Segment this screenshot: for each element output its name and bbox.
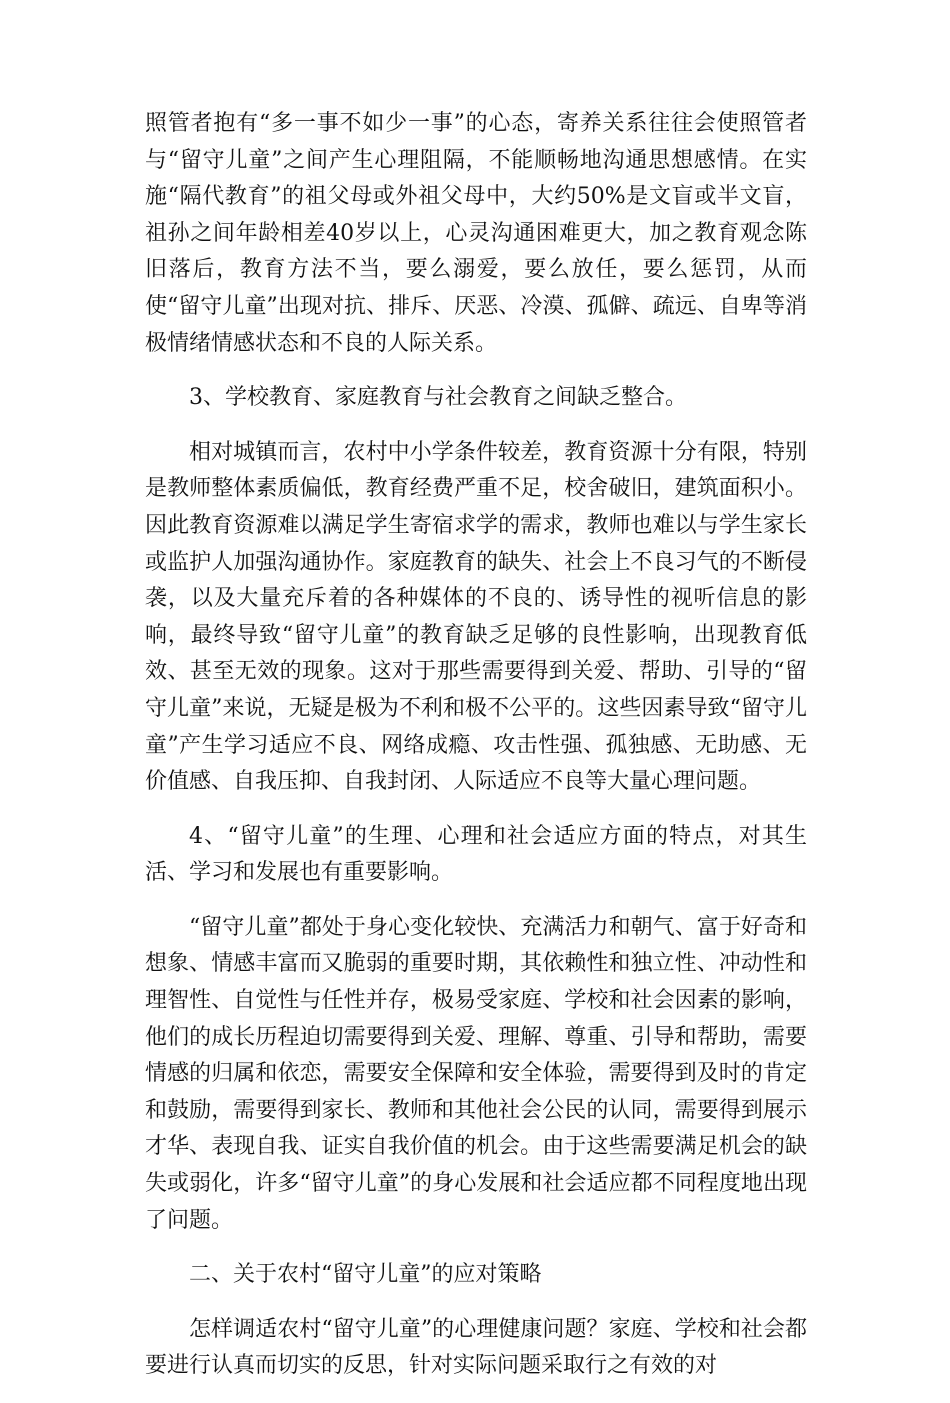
section-heading-strategies: 二、关于农村“留守儿童”的应对策略 [189,1262,542,1288]
section-heading-3: 3、学校教育、家庭教育与社会教育之间缺乏整合。 [189,385,687,411]
document-body [145,106,807,1403]
paragraph-continuation: 照管者抱有“多一事不如少一事”的心态，寄养关系往往会使照管者与“留守儿童”之间产生心理阻隔，不能顺畅地沟通思想感情。在实施“隔代教育”的祖父母或外祖父母中，大约50%是文盲或半文盲，祖孙之间年龄相差40岁以上，心灵沟通困难更大，加之教育观念陈旧落后，教育方法不当，要么溺爱，要么放任，要么惩罚，从而使“留守儿童”出现对抗、排斥、厌恶、冷漠、孤僻、疏远、自卑等消极情绪情感状态和不良的人际关系。 [145,111,807,356]
section-heading-4: 4、“留守儿童”的生理、心理和社会适应方面的特点，对其生活、学习和发展也有重要影响。 [145,823,807,886]
paragraph-child-characteristics: “留守儿童”都处于身心变化较快、充满活力和朝气、富于好奇和想象、情感丰富而又脆弱的重要时期，其依赖性和独立性、冲动性和理智性、自觉性与任性并存，极易受家庭、学校和社会因素的影响，他们的成长历程迫切需要得到关爱、理解、尊重、引导和帮助，需要情感的归属和依恋，需要安全保障和安全体验，需要得到及时的肯定和鼓励，需要得到家长、教师和其他社会公民的认同，需要得到展示才华、表现自我、证实自我价值的机会。由于这些需要满足机会的缺失或弱化，许多“留守儿童”的身心发展和社会适应都不同程度地出现了问题。 [145,914,807,1233]
paragraph-strategies-intro: 怎样调适农村“留守儿童”的心理健康问题？家庭、学校和社会都要进行认真而切实的反思，针对实际问题采取行之有效的对 [145,1316,807,1379]
paragraph-school-education: 相对城镇而言，农村中小学条件较差，教育资源十分有限，特别是教师整体素质偏低，教育经费严重不足，校舍破旧，建筑面积小。因此教育资源难以满足学生寄宿求学的需求，教师也难以与学生家长或监护人加强沟通协作。家庭教育的缺失、社会上不良习气的不断侵袭，以及大量充斥着的各种媒体的不良的、诱导性的视听信息的影响，最终导致“留守儿童”的教育缺乏足够的良性影响，出现教育低效、甚至无效的现象。这对于那些需要得到关爱、帮助、引导的“留守儿童”来说，无疑是极为不利和极不公平的。这些因素导致“留守儿童”产生学习适应不良、网络成瘾、攻击性强、孤独感、无助感、无价值感、自我压抑、自我封闭、人际适应不良等大量心理问题。 [145,439,807,795]
